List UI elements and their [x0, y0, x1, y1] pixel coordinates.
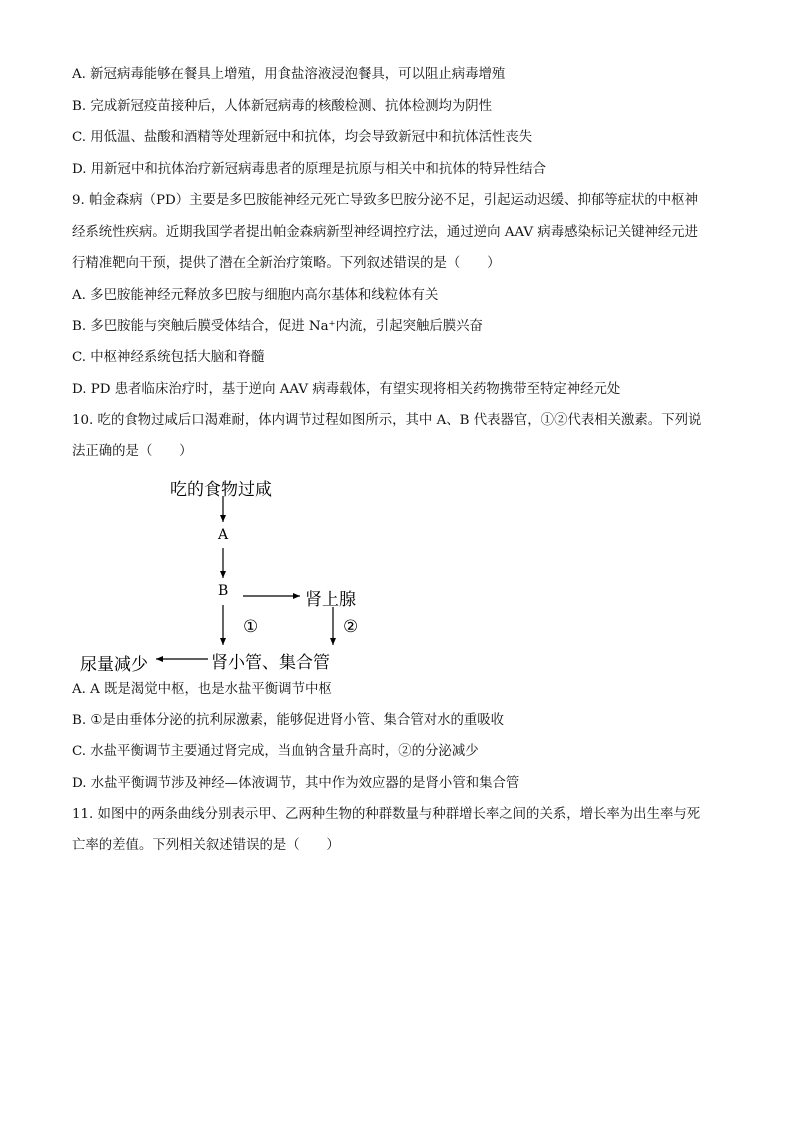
- q9-option-d: D. PD 患者临床治疗时，基于逆向 AAV 病毒载体，有望实现将相关药物携带至特定神经元处: [72, 382, 621, 397]
- q9-option-b: B. 多巴胺能与突触后膜受体结合，促进 Na⁺内流，引起突触后膜兴奋: [72, 319, 483, 334]
- q9-stem-line3: 行精准靶向干预，提供了潜在全新治疗策略。下列叙述错误的是（ ）: [72, 256, 501, 271]
- q10-stem-line1: 10. 吃的食物过咸后口渴难耐，体内调节过程如图所示，其中 A、B 代表器官，①②代表相关激素。下列说: [72, 413, 702, 428]
- q9-stem-line2: 经系统性疾病。近期我国学者提出帕金森病新型神经调控疗法，通过逆向 AAV 病毒感染标记关键神经元进: [72, 225, 699, 240]
- diagram-organ-b: B: [218, 583, 229, 599]
- q10-option-a: A. A 既是渴觉中枢，也是水盐平衡调节中枢: [72, 682, 332, 697]
- q10-stem-line2: 法正确的是（ ）: [72, 444, 193, 459]
- diagram-urine-label: 尿量减少: [80, 655, 148, 675]
- q9-stem-line1: 9. 帕金森病（PD）主要是多巴胺能神经元死亡导致多巴胺分泌不足，引起运动迟缓、抑郁等症状的中枢神: [72, 193, 698, 208]
- q8-option-b: B. 完成新冠疫苗接种后，人体新冠病毒的核酸检测、抗体检测均为阴性: [72, 99, 493, 114]
- diagram-hormone-2: ②: [343, 617, 359, 637]
- q9-option-c: C. 中枢神经系统包括大脑和脊髓: [72, 350, 265, 365]
- q9-option-a: A. 多巴胺能神经元释放多巴胺与细胞内高尔基体和线粒体有关: [72, 288, 439, 303]
- q8-option-c: C. 用低温、盐酸和酒精等处理新冠中和抗体，均会导致新冠中和抗体活性丧失: [72, 130, 533, 145]
- q11-stem-line1: 11. 如图中的两条曲线分别表示甲、乙两种生物的种群数量与种群增长率之间的关系，增长率为出生率与死: [72, 807, 701, 822]
- diagram-organ-a: A: [218, 527, 229, 543]
- diagram-adrenal-label: 肾上腺: [305, 590, 356, 610]
- q10-option-d: D. 水盐平衡调节涉及神经—体液调节，其中作为效应器的是肾小管和集合管: [72, 776, 520, 791]
- q8-option-d: D. 用新冠中和抗体治疗新冠病毒患者的原理是抗原与相关中和抗体的特异性结合: [72, 162, 547, 177]
- q11-stem-line2: 亡率的差值。下列相关叙述错误的是（ ）: [72, 838, 340, 853]
- diagram-top-label: 吃的食物过咸: [170, 480, 272, 500]
- q8-option-a: A. 新冠病毒能够在餐具上增殖，用食盐溶液浸泡餐具，可以阻止病毒增殖: [72, 67, 506, 82]
- q10-option-c: C. 水盐平衡调节主要通过肾完成，当血钠含量升高时，②的分泌减少: [72, 744, 479, 759]
- diagram-hormone-1: ①: [243, 617, 259, 637]
- q10-option-b: B. ①是由垂体分泌的抗利尿激素，能够促进肾小管、集合管对水的重吸收: [72, 713, 505, 728]
- diagram-tubules-label: 肾小管、集合管: [211, 653, 330, 673]
